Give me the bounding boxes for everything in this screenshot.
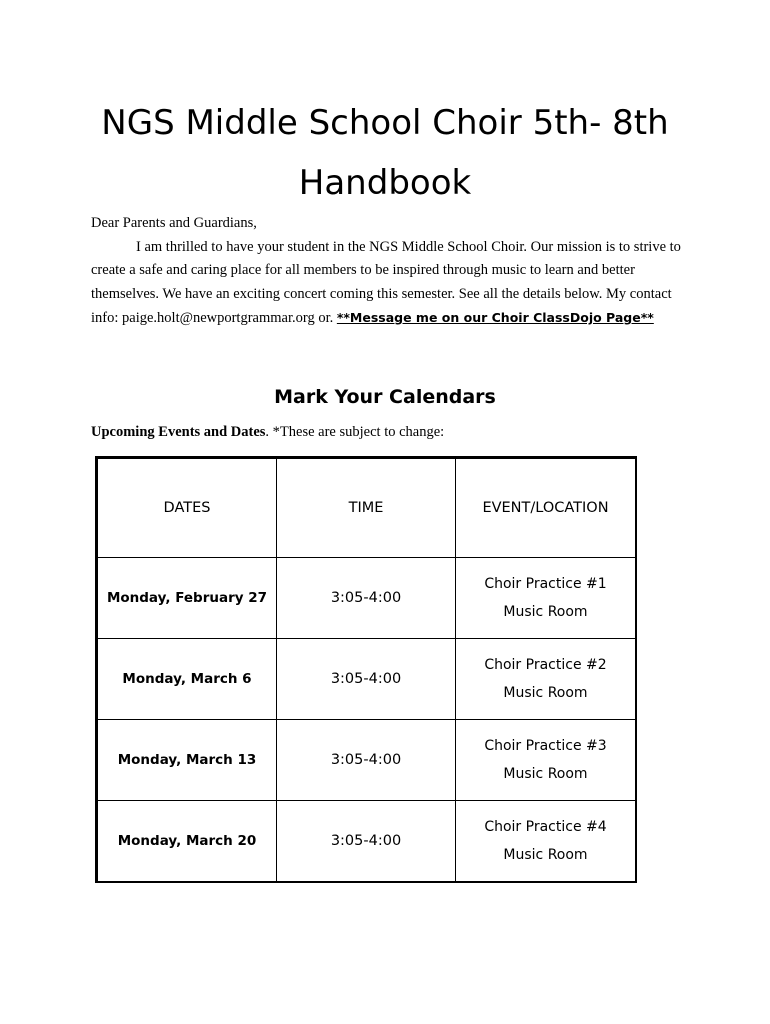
event-location: Music Room [503,604,588,620]
event-location: Music Room [503,685,588,701]
date-cell: Monday, March 6 [97,639,277,720]
event-name: Choir Practice #4 [484,819,607,835]
event-cell [456,639,637,720]
event-cell [456,558,637,639]
title-line-2: Handbook [298,163,472,203]
table-row [97,720,637,801]
salutation: Dear Parents and Guardians, [91,215,257,231]
classdojo-note: **Message me on our Choir ClassDojo Page** [336,310,654,325]
event-cell [456,801,637,883]
event-name: Choir Practice #1 [484,576,607,592]
event-name: Choir Practice #3 [484,738,607,754]
header-time: TIME [277,458,456,558]
upcoming-events-line [91,422,444,442]
upcoming-label: Upcoming Events and Dates [91,424,266,440]
section-heading: Mark Your Calendars [274,386,496,408]
event-location: Music Room [503,766,588,782]
event-location: Music Room [503,847,588,863]
events-table [95,456,637,883]
table-header-row [97,458,637,558]
time-cell: 3:05-4:00 [277,801,456,883]
date-cell: Monday, March 13 [97,720,277,801]
upcoming-note: . *These are subject to change: [265,424,445,440]
letter-paragraph [91,236,681,331]
letter-body [91,212,681,331]
page-title [60,93,710,213]
date-cell: Monday, February 27 [97,558,277,639]
letter-text: I am thrilled to have your student in the NGS Middle School Choir. Our mission is to strive to create a safe and caring place for all members to be inspired through music to learn and better themselves. We have an exciting concert coming this semester. See all the details below. My contact info: paige.holt@newportgrammar.org or. [91,238,681,326]
time-cell: 3:05-4:00 [277,639,456,720]
time-cell: 3:05-4:00 [277,720,456,801]
time-cell: 3:05-4:00 [277,558,456,639]
table-row [97,558,637,639]
header-event-location: EVENT/LOCATION [456,458,637,558]
title-line-1: NGS Middle School Choir 5th- 8th [101,103,669,143]
table-row [97,801,637,883]
header-dates: DATES [97,458,277,558]
event-name: Choir Practice #2 [484,657,607,673]
table-row [97,639,637,720]
date-cell: Monday, March 20 [97,801,277,883]
event-cell [456,720,637,801]
